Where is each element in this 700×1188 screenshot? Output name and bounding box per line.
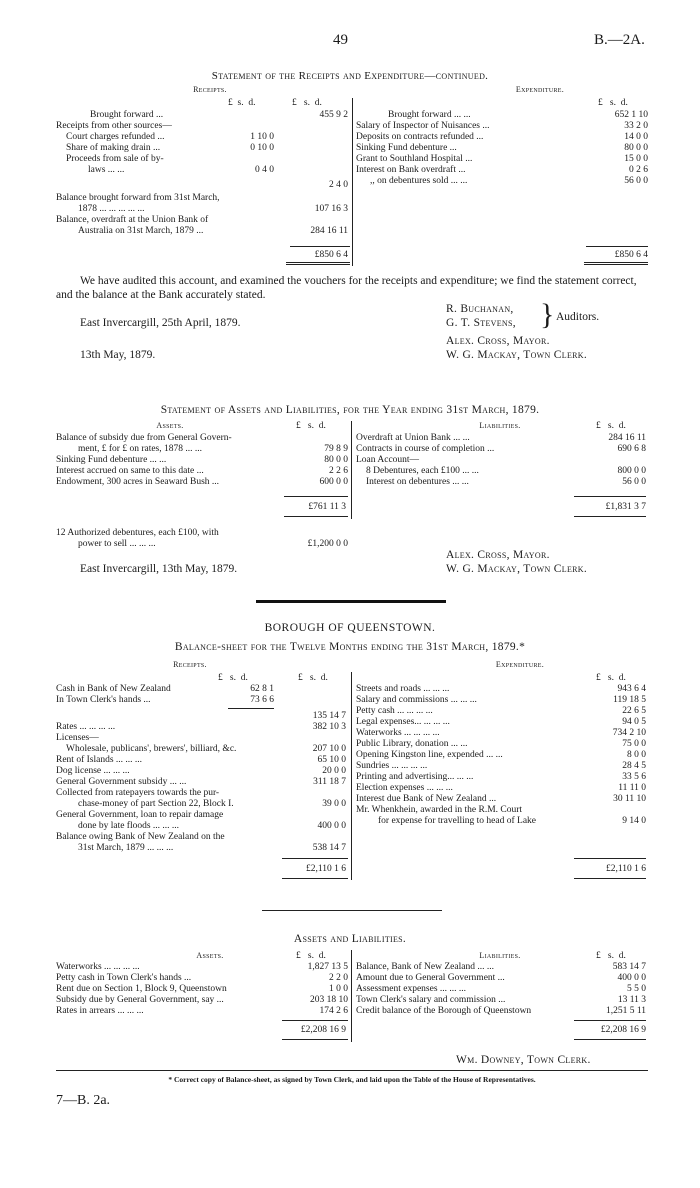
assets-mayor-signature: Alex. Cross, Mayor.	[446, 549, 550, 561]
assets-currency-heads: £ s. d.	[296, 421, 326, 431]
assets-statement-title: Statement of Assets and Liabilities, for the Year ending 31st March, 1879.	[160, 404, 540, 416]
auditor-buchanan: R. Buchanan,	[446, 303, 514, 315]
signature-mark: 7—B. 2a.	[56, 1093, 111, 1108]
queenstown-assets-list: Waterworks ... ... ... ... 1,827 13 5 Petty cash in Town Clerk's hands ... 2 2 0 Rent due on Section 1, Block 9, Queenstown 1 0 0 Subsidy due by General Government, say ... 203 18 10 Rates in arrears ... ... ... 174 2 6	[56, 962, 348, 1016]
assets-list: Balance of subsidy due from General Govern- ment, £ for £ on rates, 1878 ... ... 79 8 9 Sinking Fund debenture ... ... 80 0 0 Interest accrued on same to this date ... 2 2 6 Endowment, 300 acres in Seaward Bush ... 600 0 0	[56, 433, 348, 487]
page-number: 49	[333, 32, 348, 48]
document-reference: B.—2A.	[594, 32, 645, 48]
liabilities-list: Overdraft at Union Bank ... ... 284 16 11 Contracts in course of completion ... 690 6 8 Loan Account— 8 Debentures, each £100 ... ... 800 0 0 Interest on debentures ... ... 56 0 0	[356, 433, 646, 487]
queenstown-expenditure-total: £2,110 1 6	[605, 864, 646, 874]
queenstown-liabilities-list: Balance, Bank of New Zealand ... ... 583 14 7 Amount due to General Government ... 400 0 0 Assessment expenses ... ... ... 5 5 0 Town Clerk's salary and commission ... 13 11 3 Credit balance of the Borough of Queenstown 1,251 5 11	[356, 962, 646, 1016]
queenstown-receipts-total: £2,110 1 6	[305, 864, 346, 874]
queenstown-town-clerk-signature: Wm. Downey, Town Clerk.	[456, 1054, 591, 1066]
assets-total: £761 11 3	[308, 502, 346, 512]
authorized-debentures: 12 Authorized debentures, each £100, with power to sell ... ... ... £1,200 0 0	[56, 528, 348, 549]
queenstown-expenditure-heading: Expenditure.	[495, 660, 545, 669]
queenstown-currency-heads-inner: £ s. d.	[218, 673, 248, 683]
assets-place-date: East Invercargill, 13th May, 1879.	[80, 563, 238, 575]
queenstown-receipts-heading: Receipts.	[173, 660, 207, 669]
queenstown-liabilities-heading: Liabilities.	[479, 951, 521, 960]
brace-mark: }	[540, 298, 555, 331]
queenstown-receipts-list: Cash in Bank of New Zealand 62 8 1 In Town Clerk's hands ... 73 6 6 135 14 7 Rates ... ... ... ... 382 10 3 Licenses— Wholesale, publicans', brewers', billiard, &c. 207 10 0 Rent of Islands ... ... ... 65 10 0 Dog license ... ... ... 20 0 0 General Government subsidy ... ... 311 18 7 Collected from ratepayers towards the pur- chase-money of part Section 22, Block I. 39 0 0 General Government, loan to repair damage done by late floods ... ... ... 400 0 0 Balance owing Bank of New Zealand on the 31st March, 1879 ... ... ... 538 14 7	[56, 684, 346, 853]
currency-heads-expenditure: £ s. d.	[598, 98, 628, 108]
queenstown-assets-currency-heads: £ s. d.	[296, 951, 326, 961]
statement-receipts-title: Statement of the Receipts and Expenditure—continued.	[211, 70, 489, 82]
liabilities-currency-heads: £ s. d.	[596, 421, 626, 431]
expenditure-list: Brought forward ... ... 652 1 10 Salary of Inspector of Nuisances ... 33 2 0 Deposits on contracts refunded ... 14 0 0 Sinking Fund debenture ... 80 0 0 Grant to Southland Hospital ... 15 0 0 Interest on Bank overdraft ... 0 2 6 ,, on debentures sold ... ... 56 0 0	[356, 110, 648, 186]
receipts-list: Brought forward ... 455 9 2 Receipts from other sources— Court charges refunded ... 1 10 0 Share of making drain ... 0 10 0 Proceeds from sale of by- laws ... ... 0 4 0 2 4 0 Balance brought forward from 31st March, 1878 ... ... ... ... ... 107 16 3 Balance, overdraft at the Union Bank of Australia on 31st March, 1879 ... 284 16 11	[56, 110, 348, 236]
queenstown-assets-heading: Assets.	[196, 951, 224, 960]
currency-heads-inner: £ s. d.	[228, 98, 256, 108]
audit-place-date: East Invercargill, 25th April, 1879.	[80, 317, 241, 329]
queenstown-currency-heads-expenditure: £ s. d.	[596, 673, 626, 683]
queenstown-assets-title: Assets and Liabilities.	[293, 933, 407, 945]
assets-heading: Assets.	[156, 421, 184, 430]
balance-sheet-title: Balance-sheet for the Twelve Months ending the 31st March, 1879.*	[174, 641, 526, 653]
queenstown-currency-heads-total: £ s. d.	[298, 673, 328, 683]
expenditure-total: £850 6 4	[614, 250, 648, 260]
mayor-signature: Alex. Cross, Mayor.	[446, 335, 550, 347]
audit-date-2: 13th May, 1879.	[80, 349, 156, 361]
liabilities-heading: Liabilities.	[479, 421, 521, 430]
receipts-heading: Receipts.	[193, 85, 227, 94]
expenditure-heading: Expenditure.	[515, 85, 565, 94]
currency-heads-total: £ s. d.	[292, 98, 322, 108]
liabilities-total: £1,831 3 7	[605, 502, 646, 512]
queenstown-liabilities-currency-heads: £ s. d.	[596, 951, 626, 961]
receipts-total: £850 6 4	[314, 250, 348, 260]
borough-title: BOROUGH OF QUEENSTOWN.	[264, 622, 436, 634]
town-clerk-signature: W. G. Mackay, Town Clerk.	[446, 349, 588, 361]
auditor-stevens: G. T. Stevens,	[446, 317, 516, 329]
queenstown-expenditure-list: Streets and roads ... ... ... 943 6 4 Salary and commissions ... ... ... 119 18 5 Petty cash ... ... ... ... 22 6 5 Legal expenses... ... ... ... 94 0 5 Waterworks ... ... ... ... 734 2 10 Public Library, donation ... ... 75 0 0 Opening Kingston line, expended ... ... 8 0 0 Sundries ... ... ... ... 28 4 5 Printing and advertising... ... ... 33 5 6 Election expenses ... ... ... 11 11 0 Interest due Bank of New Zealand ... 30 11 10 Mr. Whenkhein, awarded in the R.M. Court for expense for travelling to head of Lake 9 14 0	[356, 684, 646, 826]
auditors-label: Auditors.	[556, 311, 600, 323]
queenstown-liabilities-total: £2,208 16 9	[600, 1025, 646, 1035]
queenstown-assets-total: £2,208 16 9	[300, 1025, 346, 1035]
footnote: * Correct copy of Balance-sheet, as signed by Town Clerk, and laid upon the Table of the House of Representatives.	[168, 1075, 536, 1084]
assets-town-clerk-signature: W. G. Mackay, Town Clerk.	[446, 563, 588, 575]
audit-statement: We have audited this account, and examined the vouchers for the receipts and expenditure; we find the statement correct, and the balance at the Bank accurately stated.	[56, 275, 637, 301]
